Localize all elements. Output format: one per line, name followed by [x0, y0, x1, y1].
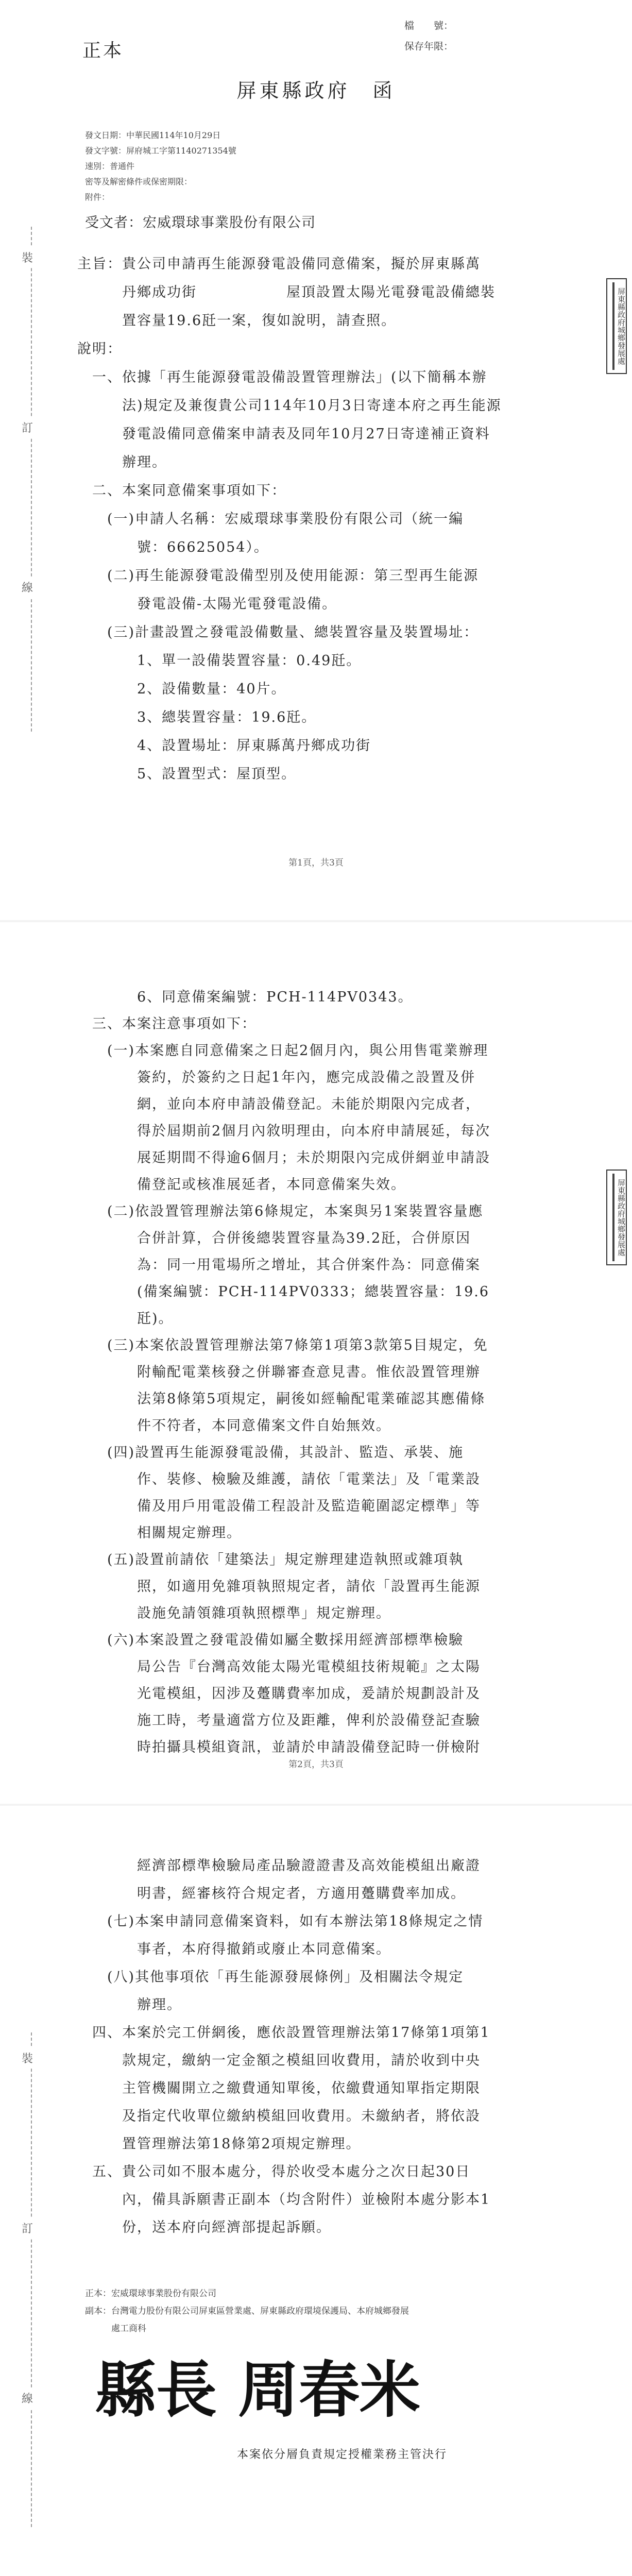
- page2-body: [77, 984, 490, 1761]
- body-line: (七)本案申請同意備案資料，如有本辦法第18條規定之情: [77, 1913, 484, 1929]
- delegation-note: 本案依分層負責規定授權業務主管決行: [237, 2448, 448, 2461]
- recipient-line: 受文者：宏威環球事業股份有限公司: [85, 215, 316, 231]
- receipt-stamp: [606, 1170, 627, 1265]
- body-line: 辦理。: [77, 1997, 182, 2013]
- body-line: 施工時，考量適當方位及距離，俾利於設備登記查驗: [77, 1713, 481, 1728]
- body-line: 合併計算，合併後總裝置容量為39.2瓩，合併原因: [77, 1230, 471, 1246]
- binding-margin-line: [31, 2032, 32, 2527]
- body-line: (三)本案依設置管理辦法第7條第1項第3款第5目規定，免: [77, 1337, 488, 1353]
- archive-no-row: [402, 15, 500, 36]
- body-line: 3、總裝置容量：19.6瓩。: [77, 709, 317, 725]
- retention-value: [458, 36, 500, 57]
- distribution-line: 處工商科: [85, 2324, 146, 2334]
- archive-no-key: 檔 號：: [404, 20, 453, 31]
- document-title: 屏東縣政府 函: [236, 79, 396, 102]
- receipt-stamp-text: 屏東縣政府城鄉發展處: [612, 1174, 626, 1261]
- body-line: 展延期間不得逾6個月；未於期限內完成併網並申請設: [77, 1150, 491, 1166]
- body-line: 2、設備數量：40片。: [77, 681, 286, 697]
- body-line: 為：同一用電場所之增址，其合併案件為：同意備案: [77, 1257, 481, 1273]
- page1-body: [77, 250, 502, 788]
- receipt-stamp-text: 屏東縣政府城鄉發展處: [612, 282, 626, 370]
- body-line: 5、設置型式：屋頂型。: [77, 766, 297, 782]
- page3-body: [77, 1852, 490, 2242]
- body-line: 備登記或核准展延者，本同意備案失效。: [77, 1177, 406, 1193]
- body-line: (備案編號：PCH-114PV0333；總裝置容量：19.6: [77, 1284, 490, 1300]
- body-line: 網，並向本府申請設備登記。未能於期限內完成者，: [77, 1096, 481, 1112]
- body-line: 瓩)。: [77, 1311, 174, 1327]
- retention-row: [402, 36, 500, 57]
- archive-info: [402, 15, 500, 57]
- body-line: (八)其他事項依「再生能源發展條例」及相關法令規定: [77, 1969, 464, 1985]
- body-line: 備及用戶用電設備工程設計及監造範圍認定標準」等: [77, 1498, 481, 1514]
- body-line: 發電設備同意備案申請表及同年10月27日寄達補正資料: [77, 426, 490, 442]
- margin-mark-staple: 訂: [22, 417, 33, 437]
- body-line: (二)再生能源發電設備型別及使用能源：第三型再生能源: [77, 568, 479, 584]
- meta-line: 發文日期：中華民國114年10月29日: [85, 130, 221, 140]
- body-line: 照，如適用免雜項執照規定者，請依「設置再生能源: [77, 1579, 481, 1595]
- page-number: 第2頁，共3頁: [288, 1759, 344, 1770]
- body-line: 時拍攝具模組資訊，並請於申請設備登記時一併檢附: [77, 1739, 481, 1755]
- body-line: 明書，經審核符合規定者，方適用躉購費率加成。: [77, 1886, 466, 1902]
- body-line: 經濟部標準檢驗局產品驗證證書及高效能模組出廠證: [77, 1858, 481, 1874]
- letter-page-3: [0, 1806, 632, 2576]
- body-line: 說明：: [77, 341, 122, 357]
- body-line: 發電設備-太陽光電發電設備。: [77, 596, 337, 612]
- body-line: 內，備具訴願書正副本（均含附件）並檢附本處分影本1: [77, 2192, 491, 2208]
- body-line: 四、本案於完工併網後，應依設置管理辦法第17條第1項第1: [77, 2025, 490, 2041]
- body-line: 主管機關開立之繳費通知單後，依繳費通知單指定期限: [77, 2080, 481, 2096]
- archive-no-value: [458, 15, 500, 36]
- distribution-list: [85, 2285, 409, 2337]
- body-line: 光電模組，因涉及躉購費率加成，爰請於規劃設計及: [77, 1686, 481, 1702]
- body-line: (五)設置前請依「建築法」規定辦理建造執照或雜項執: [77, 1552, 464, 1568]
- original-copy-label: 正本: [82, 40, 124, 61]
- body-line: 五、貴公司如不服本處分，得於收受本處分之次日起30日: [77, 2164, 471, 2180]
- body-line: 6、同意備案編號：PCH-114PV0343。: [77, 989, 413, 1005]
- body-line: 置容量19.6瓩一案，復如說明，請查照。: [77, 313, 397, 329]
- body-line: 款規定，繳納一定金額之模組回收費用，請於收到中央: [77, 2053, 481, 2069]
- margin-mark-line: 線: [22, 577, 33, 597]
- body-line: (四)設置再生能源發電設備，其設計、監造、承裝、施: [77, 1445, 464, 1461]
- body-line: 件不符者，本同意備案文件自始無效。: [77, 1418, 391, 1434]
- body-line: (一)申請人名稱：宏威環球事業股份有限公司（統一編: [77, 511, 464, 527]
- body-line: 4、設置場址：屏東縣萬丹鄉成功街: [77, 738, 371, 754]
- body-line: 三、本案注意事項如下：: [77, 1016, 257, 1032]
- body-line: 局公告『台灣高效能太陽光電模組技術規範』之太陽: [77, 1659, 481, 1675]
- body-line: 法)規定及兼復貴公司114年10月3日寄達本府之再生能源: [77, 398, 502, 414]
- body-line: (一)本案應自同意備案之日起2個月內，與公用售電業辦理: [77, 1043, 489, 1059]
- meta-line: 密等及解密條件或保密期限：: [85, 177, 193, 187]
- issue-meta: [85, 128, 236, 205]
- body-line: 及指定代收單位繳納模組回收費用。未繳納者，將依設: [77, 2108, 481, 2124]
- body-line: 簽約，於簽約之日起1年內，應完成設備之設置及併: [77, 1070, 476, 1086]
- meta-line: 速別：普通件: [85, 161, 135, 171]
- meta-line: 發文字號：屏府城工字第1140271354號: [85, 146, 236, 156]
- distribution-line: 正本：宏威環球事業股份有限公司: [85, 2289, 216, 2299]
- body-line: (六)本案設置之發電設備如屬全數採用經濟部標準檢驗: [77, 1632, 464, 1648]
- body-line: 得於屆期前2個月內敘明理由，向本府申請展延，每次: [77, 1123, 491, 1139]
- body-line: 設施免請領雜項執照標準」規定辦理。: [77, 1605, 391, 1621]
- body-line: 主旨：貴公司申請再生能源發電設備同意備案，擬於屏東縣萬: [77, 256, 481, 272]
- letter-page-1: [0, 0, 632, 922]
- letter-page-2: [0, 922, 632, 1806]
- margin-mark-line: 線: [22, 2388, 33, 2408]
- margin-mark-bind: 裝: [22, 2048, 33, 2068]
- body-line: (二)依設置管理辦法第6條規定，本案與另1案裝置容量應: [77, 1204, 484, 1219]
- body-line: 作、裝修、檢驗及維護，請依「電業法」及「電業設: [77, 1471, 481, 1487]
- body-line: 辦理。: [77, 454, 167, 470]
- binding-margin-line: [31, 227, 32, 732]
- margin-mark-staple: 訂: [22, 2218, 33, 2238]
- body-line: 1、單一設備裝置容量：0.49瓩。: [77, 653, 362, 669]
- body-line: 置管理辦法第18條第2項規定辦理。: [77, 2136, 361, 2152]
- body-line: 二、本案同意備案事項如下：: [77, 483, 286, 499]
- margin-mark-bind: 裝: [22, 247, 33, 267]
- body-line: 事者，本府得撤銷或廢止本同意備案。: [77, 1941, 391, 1957]
- retention-key: 保存年限：: [404, 41, 453, 52]
- meta-line: 附件：: [85, 192, 110, 202]
- body-line: 一、依據「再生能源發電設備設置管理辦法」(以下簡稱本辦: [77, 369, 487, 385]
- body-line: 號：66625054）。: [77, 539, 269, 555]
- body-line: 相關規定辦理。: [77, 1525, 242, 1541]
- body-line: (三)計畫設置之發電設備數量、總裝置容量及裝置場址：: [77, 624, 479, 640]
- distribution-line: 副本：台灣電力股份有限公司屏東區營業處、屏東縣政府環境保護局、本府城鄉發展: [85, 2306, 409, 2316]
- body-line: 份，送本府向經濟部提起訴願。: [77, 2219, 331, 2235]
- page-number: 第1頁，共3頁: [288, 858, 344, 868]
- body-line: 附輸配電業核發之併聯審查意見書。惟依設置管理辦: [77, 1364, 481, 1380]
- body-line: 法第8條第5項規定，嗣後如經輸配電業確認其應備條: [77, 1391, 486, 1407]
- receipt-stamp: [606, 278, 627, 374]
- body-line: 丹鄉成功街 屋頂設置太陽光電發電設備總裝: [77, 284, 496, 300]
- signature-title: 縣長 周春米: [95, 2354, 421, 2424]
- mayor-signature-seal: [90, 2347, 451, 2424]
